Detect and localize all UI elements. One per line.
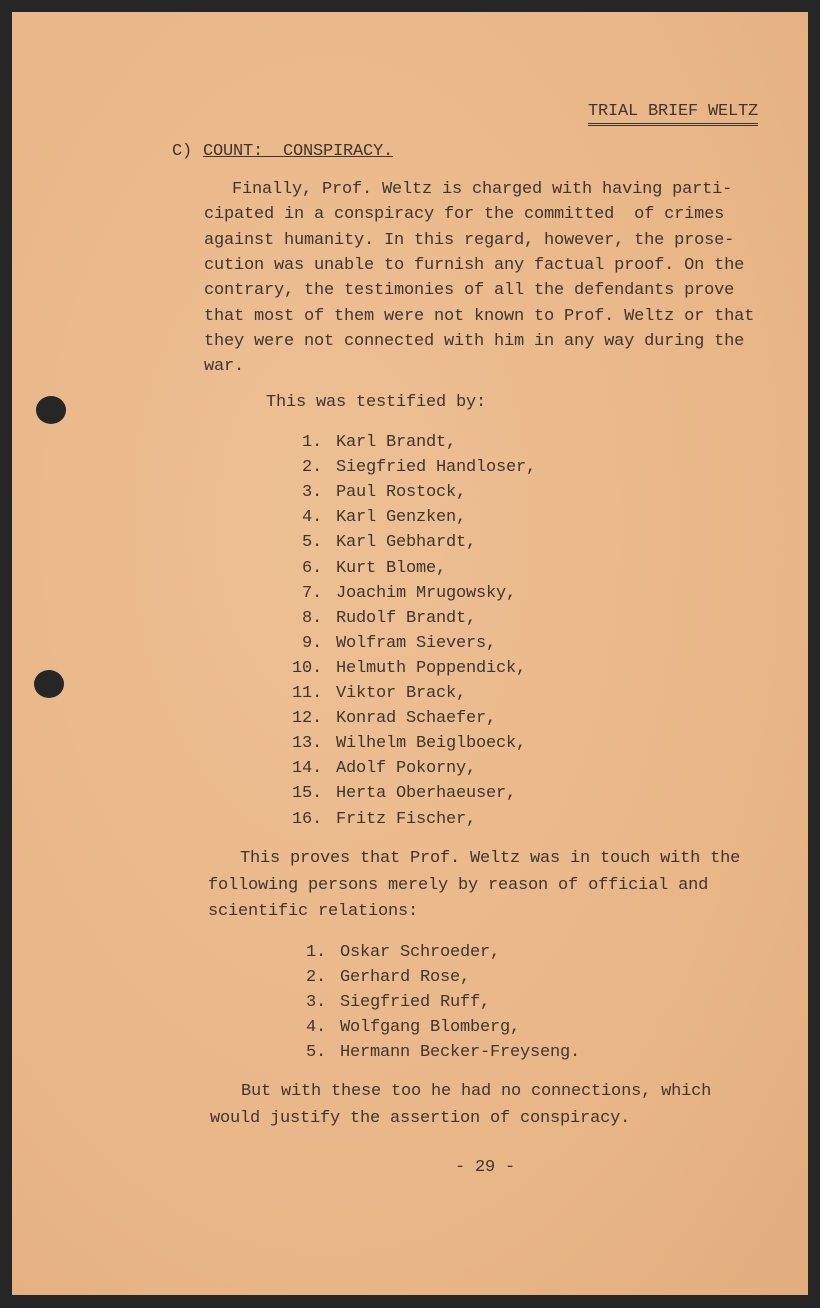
text-line: cipated in a conspiracy for the committed of crimes	[204, 205, 725, 225]
list-item	[286, 709, 496, 729]
list-name: Rudolf Brandt,	[336, 608, 477, 628]
list-number: 6.	[301, 558, 322, 578]
list-number: 4.	[301, 508, 322, 528]
list-name: Hermann Becker-Freyseng.	[340, 1043, 581, 1063]
list-item	[286, 458, 536, 478]
list-item	[286, 433, 456, 453]
testified-intro: This was testified by:	[266, 393, 487, 412]
list-item	[286, 508, 466, 528]
text-line: cution was unable to furnish any factual proof. On the	[204, 255, 745, 275]
punch-hole	[34, 670, 64, 698]
list-name: Viktor Brack,	[336, 684, 467, 703]
list-number: 16.	[291, 809, 322, 829]
list-number: 2.	[301, 458, 322, 478]
list-item	[290, 968, 470, 988]
list-number: 11.	[291, 684, 322, 703]
list-item	[286, 759, 476, 779]
page-number: - 29 -	[455, 1158, 516, 1177]
text-line: Finally, Prof. Weltz is charged with having parti-	[232, 180, 733, 199]
section-label: C)	[172, 142, 193, 161]
list-item	[286, 483, 466, 503]
text-line: But with these too he had no connections, which	[241, 1082, 712, 1101]
list-name: Karl Genzken,	[336, 508, 467, 528]
list-number: 5.	[305, 1043, 326, 1063]
list-item	[290, 943, 500, 963]
list-name: Wilhelm Beiglboeck,	[336, 734, 527, 754]
list-number: 14.	[291, 759, 322, 779]
text-line: following persons merely by reason of official and	[208, 875, 709, 895]
list-item	[290, 993, 490, 1013]
text-line: scientific relations:	[208, 902, 419, 921]
list-item	[290, 1043, 580, 1063]
list-number: 7.	[301, 583, 322, 603]
text-line: would justify the assertion of conspiracy.	[210, 1108, 631, 1128]
list-number: 1.	[305, 943, 326, 962]
list-name: Helmuth Poppendick,	[336, 658, 527, 678]
list-name: Siegfried Ruff,	[340, 993, 491, 1013]
list-number: 9.	[301, 633, 322, 653]
list-name: Adolf Pokorny,	[336, 759, 477, 779]
list-number: 1.	[301, 433, 322, 452]
list-number: 15.	[291, 784, 322, 804]
text-line: contrary, the testimonies of all the defendants prove	[204, 281, 735, 301]
list-name: Kurt Blome,	[336, 558, 447, 578]
document-header: TRIAL BRIEF WELTZ	[588, 102, 758, 126]
list-number: 3.	[305, 993, 326, 1013]
list-number: 5.	[301, 533, 322, 553]
section-title: COUNT: CONSPIRACY.	[203, 142, 394, 161]
text-line: This proves that Prof. Weltz was in touch with the	[240, 849, 741, 868]
list-number: 2.	[305, 968, 326, 988]
list-name: Gerhard Rose,	[340, 968, 471, 988]
text-line: they were not connected with him in any way during the	[204, 331, 745, 351]
list-item	[286, 784, 516, 804]
text-line: war.	[204, 357, 245, 377]
list-name: Paul Rostock,	[336, 483, 467, 503]
list-name: Konrad Schaefer,	[336, 709, 497, 729]
list-number: 8.	[301, 608, 322, 628]
punch-hole	[36, 396, 66, 424]
list-item	[286, 634, 496, 654]
list-item	[286, 659, 526, 679]
list-number: 12.	[291, 709, 322, 729]
list-item	[286, 810, 476, 830]
list-number: 10.	[291, 658, 322, 678]
list-name: Karl Brandt,	[336, 433, 457, 452]
list-item	[286, 684, 466, 704]
list-name: Herta Oberhaeuser,	[336, 784, 517, 804]
list-name: Karl Gebhardt,	[336, 533, 477, 553]
list-name: Siegfried Handloser,	[336, 458, 537, 478]
text-line: against humanity. In this regard, however, the prose-	[204, 230, 735, 250]
list-name: Fritz Fischer,	[336, 809, 477, 829]
list-item	[286, 533, 476, 553]
list-name: Oskar Schroeder,	[340, 943, 501, 962]
list-item	[286, 559, 446, 579]
list-number: 4.	[305, 1018, 326, 1038]
list-number: 13.	[291, 734, 322, 754]
list-name: Joachim Mrugowsky,	[336, 583, 517, 603]
list-item	[290, 1018, 520, 1038]
list-number: 3.	[301, 483, 322, 503]
list-item	[286, 734, 526, 754]
list-name: Wolfgang Blomberg,	[340, 1018, 521, 1038]
text-line: that most of them were not known to Prof. Weltz or that	[204, 306, 755, 326]
list-name: Wolfram Sievers,	[336, 633, 497, 653]
list-item	[286, 609, 476, 629]
list-item	[286, 584, 516, 604]
